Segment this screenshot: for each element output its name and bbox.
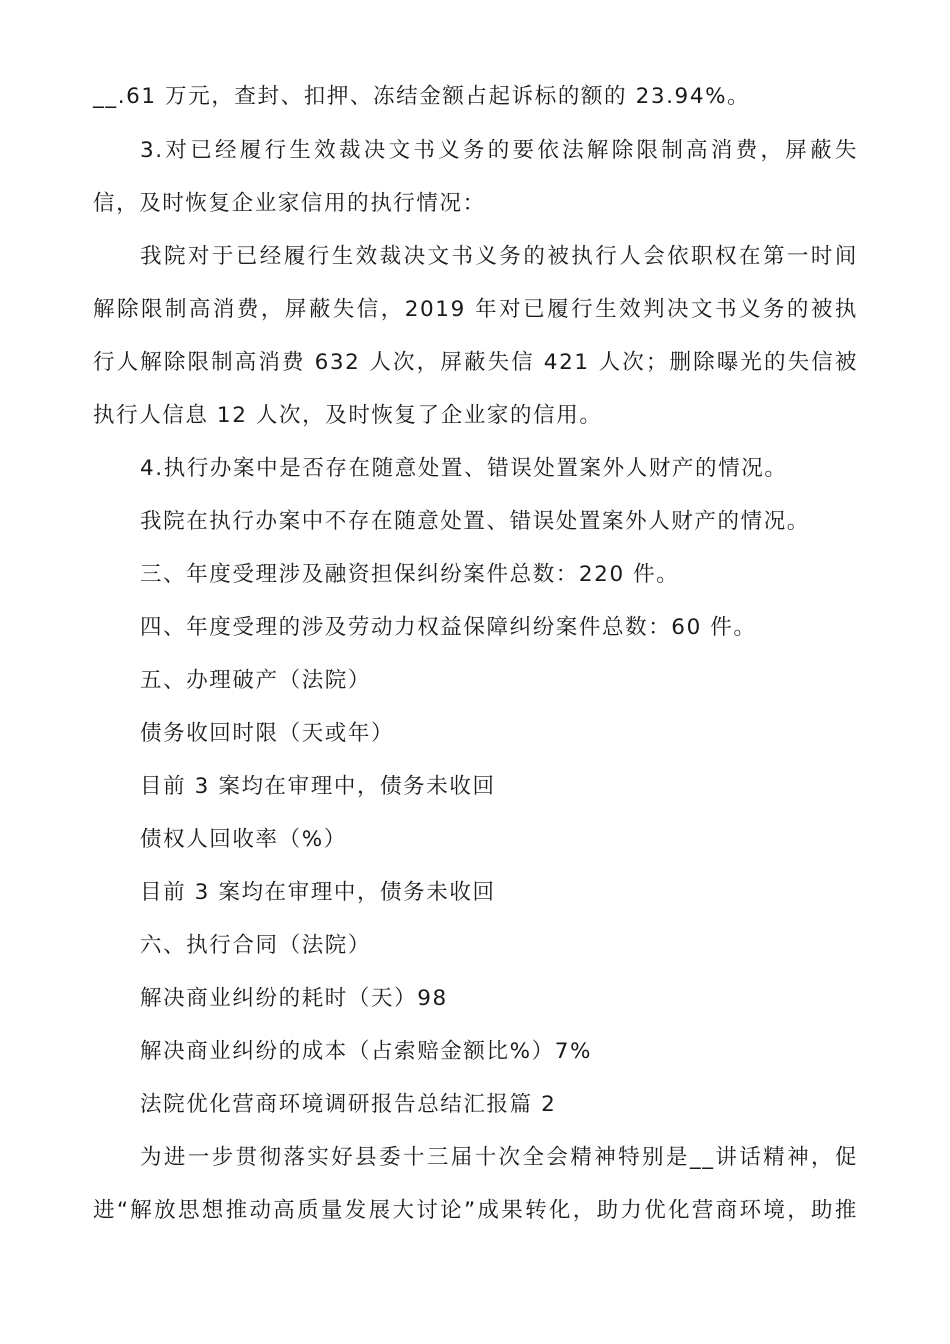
text-line-2: 3.对已经履行生效裁决文书义务的要依法解除限制高消费，屏蔽失 bbox=[140, 138, 858, 163]
text-line-12: 五、办理破产（法院） bbox=[140, 668, 372, 693]
text-line-4: 我院对于已经履行生效裁决文书义务的被执行人会依职权在第一时间 bbox=[140, 244, 858, 269]
text-line-17: 六、执行合同（法院） bbox=[140, 933, 372, 958]
text-line-3: 信，及时恢复企业家信用的执行情况： bbox=[93, 191, 486, 216]
text-line-10: 三、年度受理涉及融资担保纠纷案件总数：220 件。 bbox=[140, 562, 680, 587]
text-line-16: 目前 3 案均在审理中，债务未收回 bbox=[140, 880, 496, 905]
text-line-18: 解决商业纠纷的耗时（天）98 bbox=[140, 986, 448, 1011]
text-line-14: 目前 3 案均在审理中，债务未收回 bbox=[140, 774, 496, 799]
text-line-21: 为进一步贯彻落实好县委十三届十次全会精神特别是__讲话精神，促 bbox=[140, 1145, 858, 1170]
text-line-15: 债权人回收率（%） bbox=[140, 827, 347, 852]
text-line-6: 行人解除限制高消费 632 人次，屏蔽失信 421 人次；删除曝光的失信被 bbox=[93, 350, 858, 375]
text-line-11: 四、年度受理的涉及劳动力权益保障纠纷案件总数：60 件。 bbox=[140, 615, 757, 640]
text-line-22: 进“解放思想推动高质量发展大讨论”成果转化，助力优化营商环境，助推 bbox=[93, 1198, 858, 1223]
text-line-1: __.61 万元，查封、扣押、冻结金额占起诉标的额的 23.94%。 bbox=[93, 84, 751, 109]
text-line-9: 我院在执行办案中不存在随意处置、错误处置案外人财产的情况。 bbox=[140, 509, 810, 534]
text-line-13: 债务收回时限（天或年） bbox=[140, 721, 395, 746]
text-line-7: 执行人信息 12 人次，及时恢复了企业家的信用。 bbox=[93, 403, 603, 428]
text-line-20: 法院优化营商环境调研报告总结汇报篇 2 bbox=[140, 1092, 557, 1117]
text-line-5: 解除限制高消费，屏蔽失信，2019 年对已履行生效判决文书义务的被执 bbox=[93, 297, 858, 322]
text-line-19: 解决商业纠纷的成本（占索赔金额比%）7% bbox=[140, 1039, 593, 1064]
text-line-8: 4.执行办案中是否存在随意处置、错误处置案外人财产的情况。 bbox=[140, 456, 788, 481]
